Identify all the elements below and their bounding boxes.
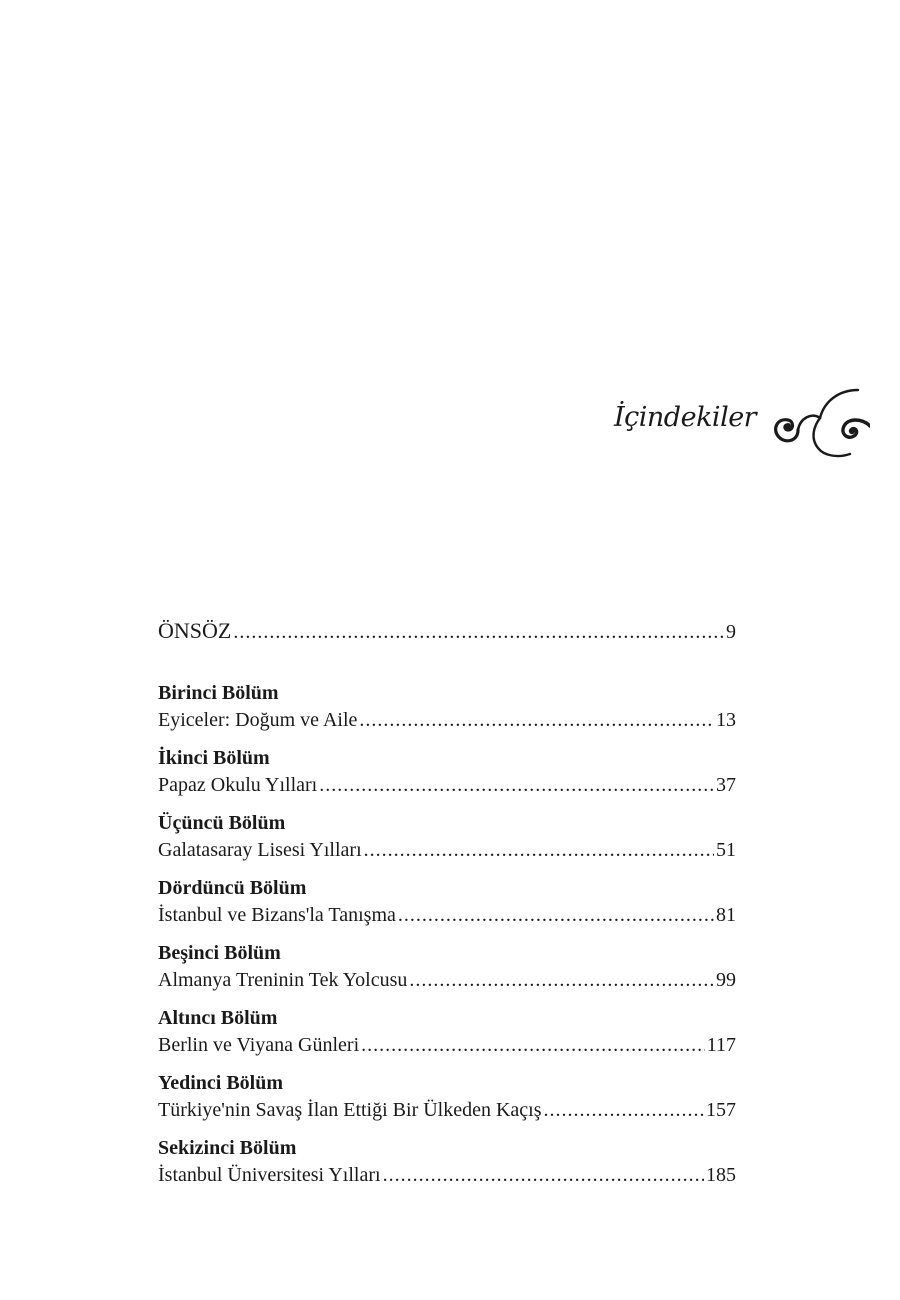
chapter-title: Almanya Treninin Tek Yolcusu [158, 969, 408, 991]
dot-leader [398, 901, 714, 929]
toc-entry-chapter-4[interactable] [158, 875, 736, 929]
toc-entry-chapter-8[interactable] [158, 1135, 736, 1189]
chapter-title: Berlin ve Viyana Günleri [158, 1034, 360, 1056]
dot-leader [409, 966, 714, 994]
page-title: İçindekiler [614, 402, 757, 433]
chapter-label: Altıncı Bölüm [158, 1007, 278, 1029]
page-number: 13 [716, 709, 736, 731]
page-number: 81 [716, 904, 736, 926]
chapter-title: İstanbul ve Bizans'la Tanışma [158, 904, 396, 926]
table-of-contents [158, 618, 736, 1200]
page-number: 9 [726, 621, 736, 643]
toc-entry-chapter-3[interactable] [158, 810, 736, 864]
chapter-title: Papaz Okulu Yılları [158, 774, 318, 796]
dot-leader [361, 1031, 705, 1059]
page-number: 99 [716, 969, 736, 991]
page-number: 117 [706, 1034, 736, 1056]
page-number: 185 [706, 1164, 736, 1186]
page-number: 157 [706, 1099, 736, 1121]
toc-entry-chapter-2[interactable] [158, 745, 736, 799]
chapter-label: Beşinci Bölüm [158, 942, 281, 964]
dot-leader [544, 1096, 704, 1124]
chapter-label: Sekizinci Bölüm [158, 1137, 297, 1159]
chapter-label: İkinci Bölüm [158, 747, 270, 769]
chapter-label: Üçüncü Bölüm [158, 812, 286, 834]
dot-leader [383, 1161, 704, 1189]
scroll-flourish-icon [758, 382, 870, 462]
toc-entry-preface[interactable] [158, 618, 736, 652]
toc-entry-chapter-5[interactable] [158, 940, 736, 994]
dot-leader [319, 771, 714, 799]
chapter-title: Galatasaray Lisesi Yılları [158, 839, 362, 861]
chapter-label: Dördüncü Bölüm [158, 877, 307, 899]
chapter-label: Yedinci Bölüm [158, 1072, 284, 1094]
chapter-title: İstanbul Üniversitesi Yılları [158, 1164, 381, 1186]
chapter-title: Eyiceler: Doğum ve Aile [158, 709, 358, 731]
page-number: 51 [716, 839, 736, 861]
contents-heading [610, 388, 900, 468]
dot-leader [364, 836, 714, 864]
toc-entry-chapter-1[interactable] [158, 680, 736, 734]
chapter-title: Türkiye'nin Savaş İlan Ettiği Bir Ülkeden Kaçış [158, 1099, 542, 1121]
toc-entry-chapter-7[interactable] [158, 1070, 736, 1124]
dot-leader [233, 621, 724, 644]
preface-title: ÖNSÖZ [158, 618, 232, 643]
dot-leader [359, 706, 714, 734]
chapter-label: Birinci Bölüm [158, 682, 279, 704]
page-number: 37 [716, 774, 736, 796]
toc-entry-chapter-6[interactable] [158, 1005, 736, 1059]
